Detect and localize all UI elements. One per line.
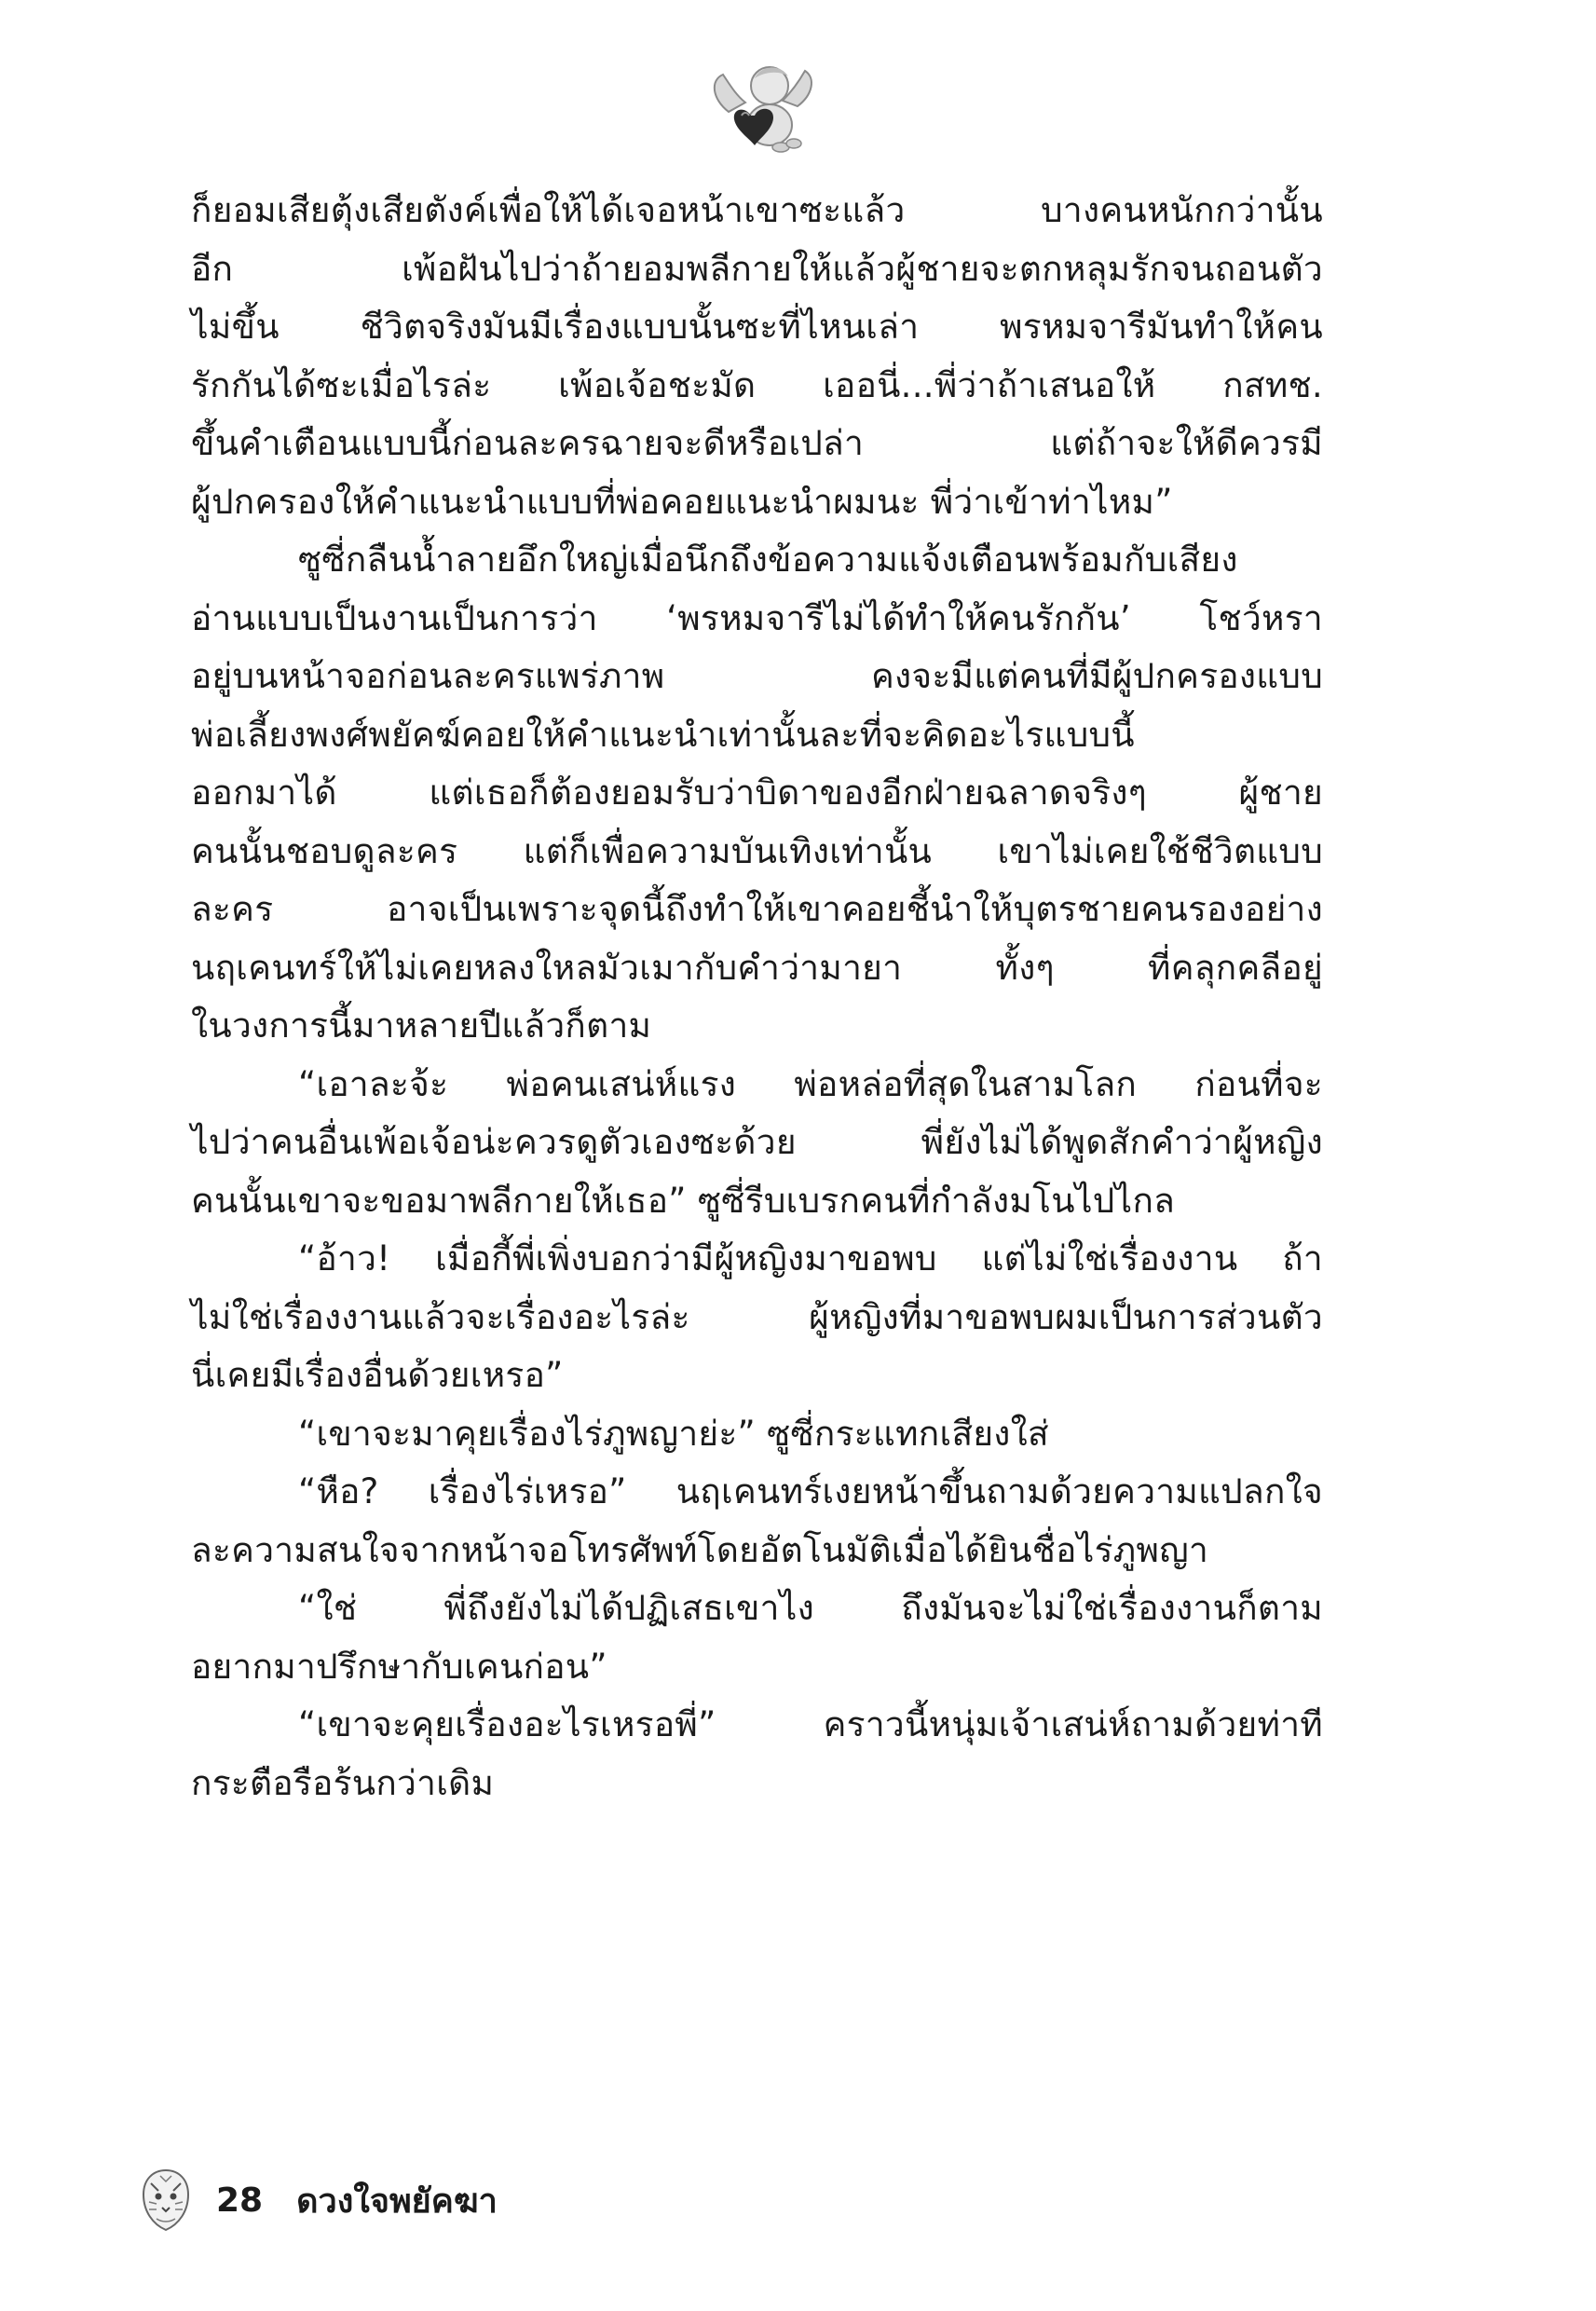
paragraph <box>191 1230 1323 1405</box>
text-line: “อ้าว! เมื่อกี้พี่เพิ่งบอกว่ามีผู้หญิงมาขอพบ แต่ไม่ใช่เรื่องงาน ถ้า <box>298 1238 1323 1279</box>
tiger-emblem-icon <box>138 2167 194 2234</box>
text-line: “เขาจะคุยเรื่องอะไรเหรอพี่” คราวนี้หนุ่มเจ้าเสน่ห์ถามด้วยท่าที <box>298 1704 1323 1744</box>
paragraph <box>191 1056 1323 1231</box>
paragraph <box>191 1696 1323 1812</box>
text-line: คนนั้นเขาจะขอมาพลีกายให้เธอ” ซูซี่รีบเบรกคนที่กำลังมโนไปไกล <box>191 1180 1176 1221</box>
text-line: ละคร อาจเป็นเพราะจุดนี้ถึงทำให้เขาคอยชี้นำให้บุตรชายคนรองอย่าง <box>191 889 1323 929</box>
text-line: กระตือรือร้นกว่าเดิม <box>191 1762 495 1803</box>
text-line: ในวงการนี้มาหลายปีแล้วก็ตาม <box>191 1005 652 1046</box>
book-title: ดวงใจพยัคฆา <box>296 2181 498 2221</box>
paragraph <box>191 531 1323 1056</box>
body-text <box>191 182 1323 1812</box>
paragraph <box>191 1579 1323 1696</box>
text-line: ละความสนใจจากหน้าจอโทรศัพท์โดยอัตโนมัติเมื่อได้ยินชื่อไร่ภูพญา <box>191 1529 1209 1570</box>
text-line: อีก เพ้อฝันไปว่าถ้ายอมพลีกายให้แล้วผู้ชายจะตกหลุมรักจนถอนตัว <box>191 248 1323 289</box>
text-line: นฤเคนทร์ให้ไม่เคยหลงใหลมัวเมากับคำว่ามายา ทั้งๆ ที่คลุกคลีอยู่ <box>191 947 1323 988</box>
cherub-heart-icon <box>708 58 820 160</box>
text-line: อยู่บนหน้าจอก่อนละครแพร่ภาพ คงจะมีแต่คนที่มีผู้ปกครองแบบ <box>191 656 1323 696</box>
text-line: ขึ้นคำเตือนแบบนี้ก่อนละครฉายจะดีหรือเปล่า แต่ถ้าจะให้ดีควรมี <box>191 423 1323 463</box>
text-line: “เขาจะมาคุยเรื่องไร่ภูพญาย่ะ” ซูซี่กระแทกเสียงใส่ <box>298 1413 1049 1454</box>
text-line: ก็ยอมเสียตุ้งเสียตังค์เพื่อให้ได้เจอหน้าเขาซะแล้ว บางคนหนักกว่านั้น <box>191 190 1323 230</box>
text-line: “ใช่ พี่ถึงยังไม่ได้ปฏิเสธเขาไง ถึงมันจะไม่ใช่เรื่องงานก็ตาม <box>298 1588 1323 1628</box>
paragraph <box>191 1463 1323 1579</box>
text-line: พ่อเลี้ยงพงศ์พยัคฆ์คอยให้คำแนะนำเท่านั้นละที่จะคิดอะไรแบบนี้ <box>191 714 1135 755</box>
page-number: 28 <box>216 2181 264 2220</box>
text-line: อ่านแบบเป็นงานเป็นการว่า ‘พรหมจารีไม่ได้ทำให้คนรักกัน’ โชว์หรา <box>191 597 1323 638</box>
paragraph <box>191 1405 1323 1464</box>
text-line: ไปว่าคนอื่นเพ้อเจ้อน่ะควรดูตัวเองซะด้วย พี่ยังไม่ได้พูดสักคำว่าผู้หญิง <box>191 1122 1323 1162</box>
paragraph <box>191 182 1323 531</box>
text-line: “เอาละจ้ะ พ่อคนเสน่ห์แรง พ่อหล่อที่สุดในสามโลก ก่อนที่จะ <box>298 1063 1323 1104</box>
text-line: “หือ? เรื่องไร่เหรอ” นฤเคนทร์เงยหน้าขึ้นถามด้วยความแปลกใจ <box>298 1471 1323 1511</box>
text-line: รักกันได้ซะเมื่อไรล่ะ เพ้อเจ้อชะมัด เออนี่...พี่ว่าถ้าเสนอให้ กสทช. <box>191 364 1323 405</box>
text-line: ไม่ขึ้น ชีวิตจริงมันมีเรื่องแบบนั้นซะที่ไหนเล่า พรหมจารีมันทำให้คน <box>191 307 1323 347</box>
page-footer <box>138 2167 498 2234</box>
text-line: ซูซี่กลืนน้ำลายอึกใหญ่เมื่อนึกถึงข้อความแจ้งเตือนพร้อมกับเสียง <box>298 540 1238 580</box>
text-line: คนนั้นชอบดูละคร แต่ก็เพื่อความบันเทิงเท่านั้น เขาไม่เคยใช้ชีวิตแบบ <box>191 830 1323 871</box>
text-line: ไม่ใช่เรื่องงานแล้วจะเรื่องอะไรล่ะ ผู้หญิงที่มาขอพบผมเป็นการส่วนตัว <box>191 1296 1323 1337</box>
text-line: นี่เคยมีเรื่องอื่นด้วยเหรอ” <box>191 1355 564 1395</box>
text-line: อยากมาปรึกษากับเคนก่อน” <box>191 1646 607 1687</box>
text-line: ออกมาได้ แต่เธอก็ต้องยอมรับว่าบิดาของอีกฝ่ายฉลาดจริงๆ ผู้ชาย <box>191 773 1323 813</box>
text-line: ผู้ปกครองให้คำแนะนำแบบที่พ่อคอยแนะนำผมนะ พี่ว่าเข้าท่าไหม” <box>191 481 1173 522</box>
